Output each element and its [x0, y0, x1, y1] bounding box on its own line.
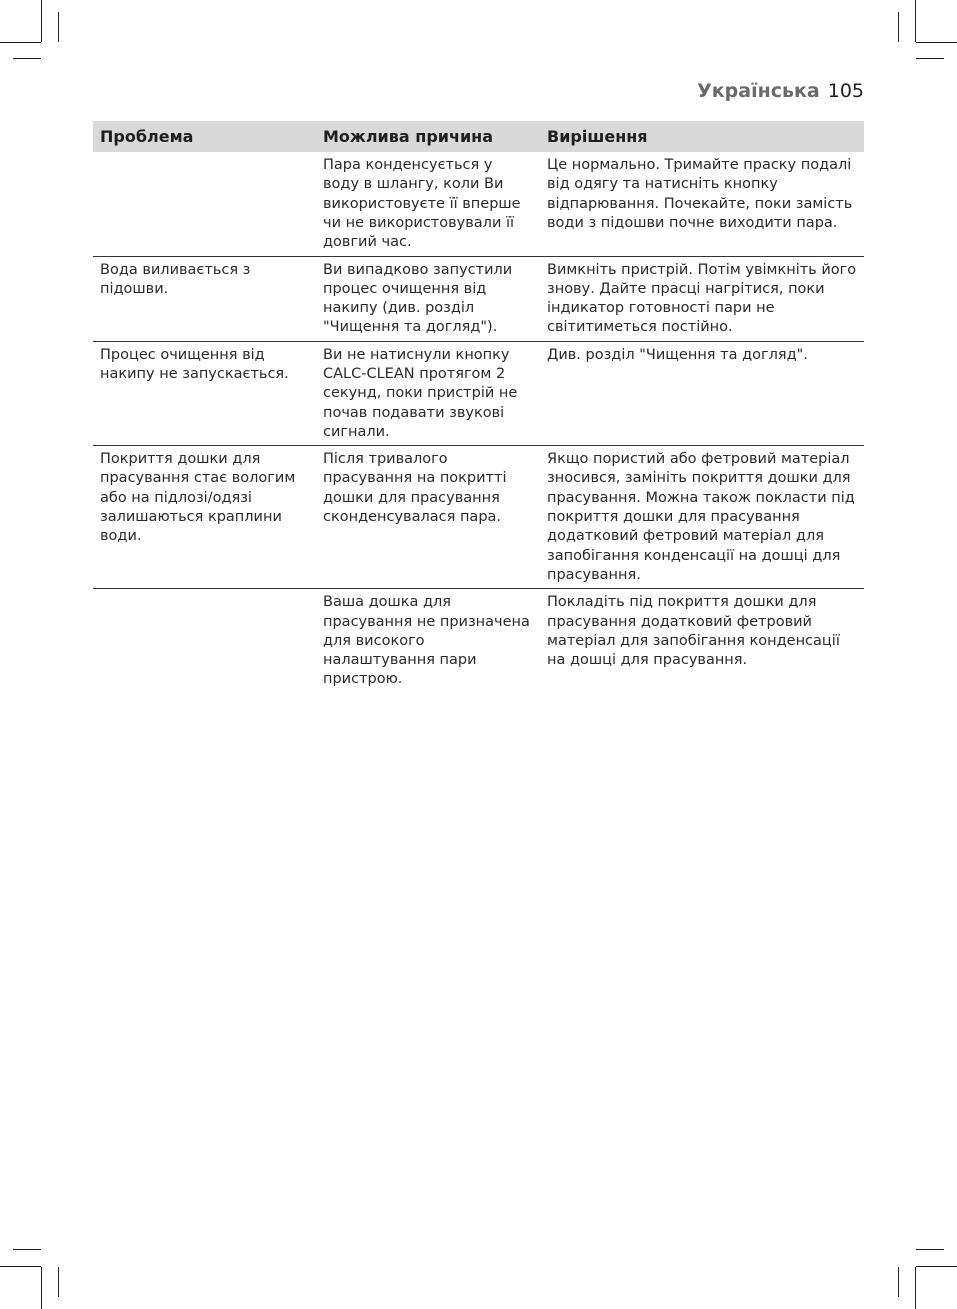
crop-mark [915, 0, 916, 42]
crop-mark [13, 1249, 41, 1250]
solution-cell: Див. розділ "Чищення та догляд". [540, 341, 864, 445]
crop-mark [41, 0, 42, 42]
cause-cell: Після тривалого прасування на покритті дошки для прасування сконденсувалася пара. [316, 446, 540, 589]
problem-cell: Вода виливається з підошви. [93, 256, 316, 341]
table-row [93, 589, 864, 693]
crop-mark [0, 1266, 41, 1267]
troubleshooting-table [93, 121, 864, 693]
page-number: 105 [827, 80, 864, 102]
crop-mark [898, 12, 899, 42]
cause-cell: Пара конденсується у воду в шлангу, коли Ви використовуєте її вперше чи не використовували її довгий час. [316, 152, 540, 256]
problem-cell: Покриття дошки для прасування стає вологим або на підлозі/одязі залишаються краплини води. [93, 446, 316, 589]
crop-mark [916, 58, 944, 59]
table-row [93, 446, 864, 589]
crop-mark [0, 42, 41, 43]
problem-cell: Процес очищення від накипу не запускається. [93, 341, 316, 445]
crop-mark [13, 58, 41, 59]
cause-cell: Ви випадково запустили процес очищення від накипу (див. розділ "Чищення та догляд"). [316, 256, 540, 341]
crop-mark [58, 1267, 59, 1297]
language-title: Українська [697, 80, 820, 102]
cause-cell: Ви не натиснули кнопку CALC-CLEAN протягом 2 секунд, поки пристрій не почав подавати звукові сигнали. [316, 341, 540, 445]
crop-mark [916, 1266, 957, 1267]
table-row [93, 152, 864, 256]
crop-mark [898, 1267, 899, 1297]
cause-cell: Ваша дошка для прасування не призначена для високого налаштування пари пристрою. [323, 594, 530, 688]
crop-mark [916, 1249, 944, 1250]
solution-cell: Це нормально. Тримайте праску подалі від одягу та натисніть кнопку відпарювання. Почекайте, поки замість води з підошви почне виходити пара. [540, 152, 864, 256]
table-row [93, 341, 864, 445]
column-header-solution: Вирішення [540, 121, 864, 152]
column-header-problem: Проблема [93, 121, 316, 152]
table-header-row [93, 121, 864, 152]
crop-mark [916, 42, 957, 43]
problem-cell [93, 152, 316, 256]
page-header [697, 80, 864, 102]
solution-cell: Покладіть під покриття дошки для прасування додатковий фетровий матеріал для запобігання конденсації на дошці для прасування. [547, 594, 840, 669]
problem-cell [93, 589, 316, 693]
crop-mark [915, 1267, 916, 1309]
crop-mark [58, 12, 59, 42]
solution-cell: Якщо пористий або фетровий матеріал зносився, замініть покриття дошки для прасування. Можна також покласти під покриття дошки для прасування додатковий фетровий матеріал для запобігання конденсації на дошці для прасування. [540, 446, 864, 589]
column-header-cause: Можлива причина [316, 121, 540, 152]
solution-cell: Вимкніть пристрій. Потім увімкніть його знову. Дайте прасці нагрітися, поки індикатор готовності пари не світитиметься постійно. [540, 256, 864, 341]
crop-mark [41, 1267, 42, 1309]
table-row [93, 256, 864, 341]
